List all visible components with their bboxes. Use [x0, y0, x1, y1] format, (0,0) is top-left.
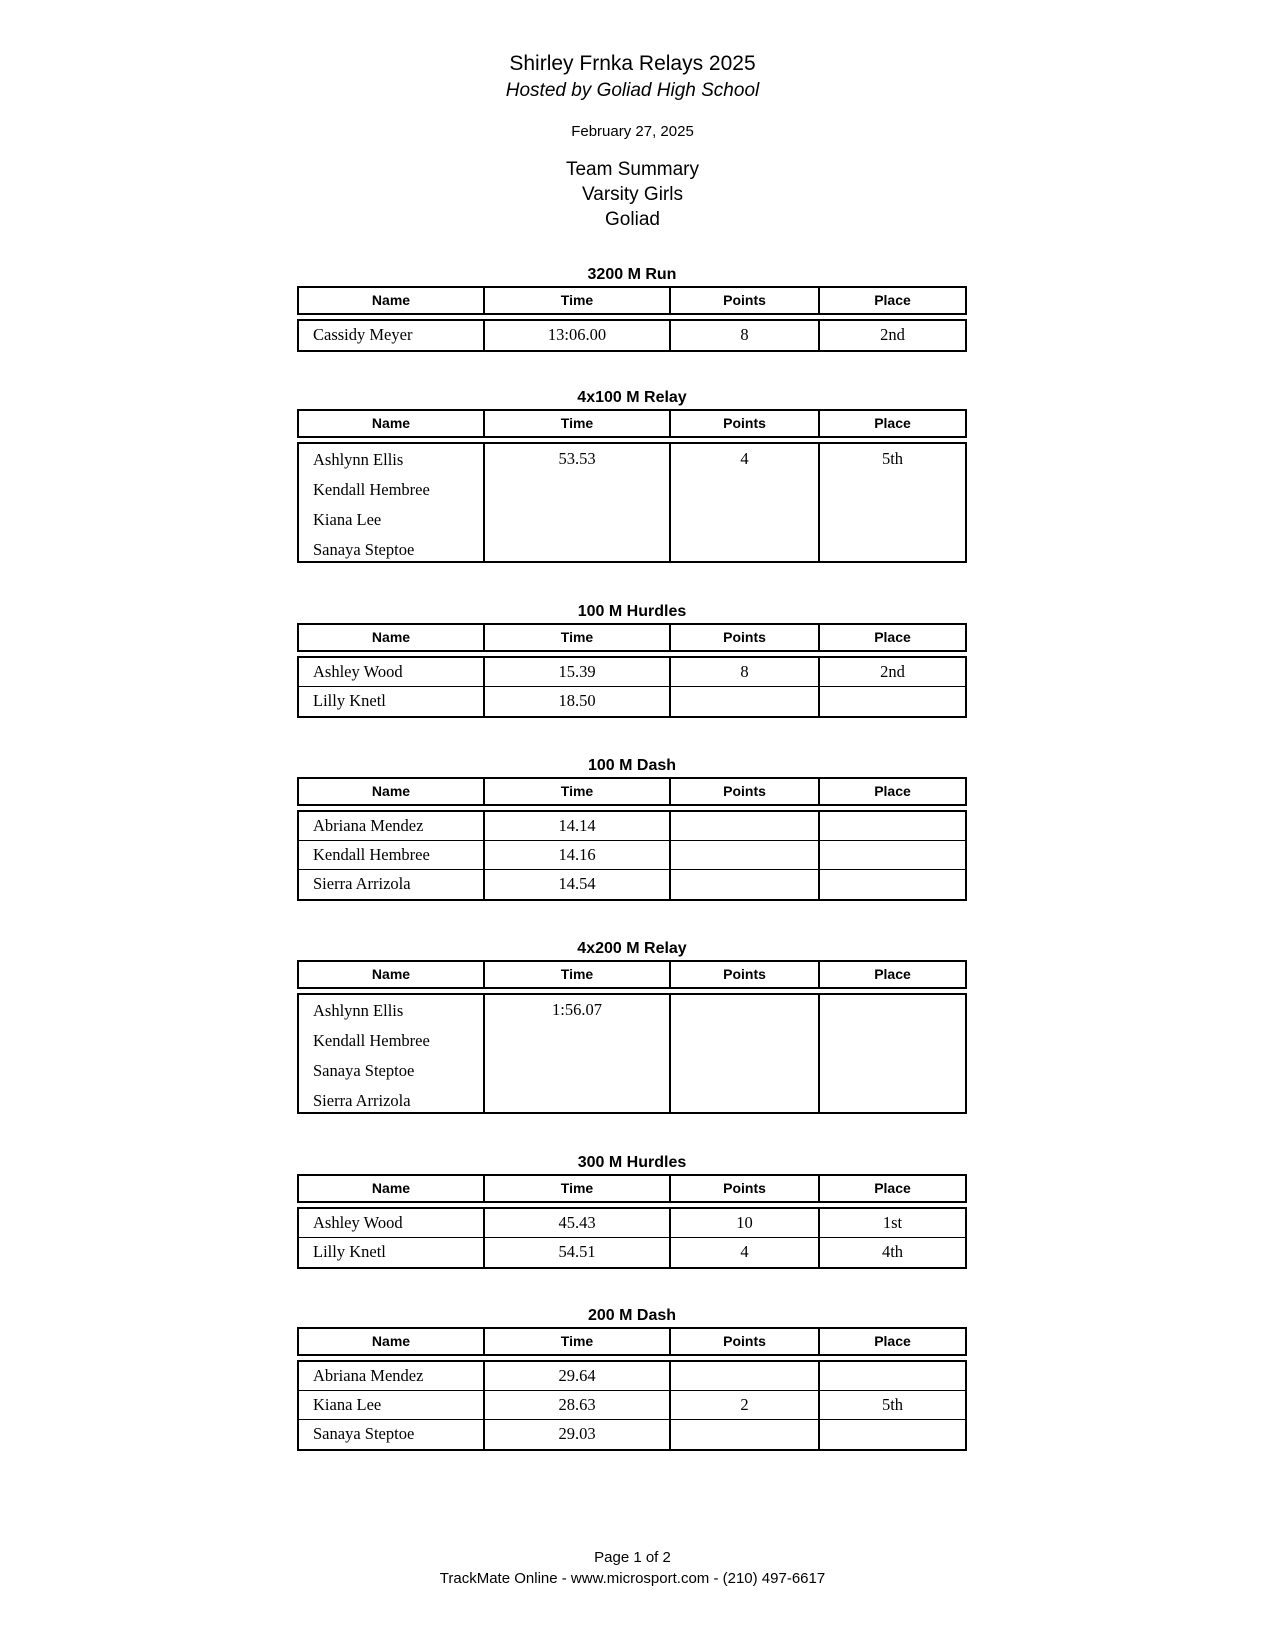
table-body [297, 319, 967, 352]
table-row [299, 841, 965, 870]
cell-place: 2nd [880, 325, 905, 344]
cell-points [671, 870, 820, 899]
cell-place [820, 841, 965, 869]
table-row [299, 1420, 965, 1449]
column-header-points: Points [671, 1176, 820, 1201]
cell-name: Kiana Lee [299, 1391, 485, 1419]
column-header-name: Name [299, 625, 485, 650]
table-body [297, 810, 967, 901]
table-row [299, 1362, 965, 1391]
table-row [299, 870, 965, 899]
event-title: 100 M Dash [587, 757, 677, 774]
relay-member-name: Sierra Arrizola [313, 1091, 411, 1110]
column-header-time: Time [485, 962, 671, 987]
cell-place [820, 1362, 965, 1390]
cell-place: 1st [882, 1213, 903, 1232]
relay-member-name: Ashlynn Ellis [313, 450, 404, 469]
table-header [297, 1327, 967, 1356]
cell-time: 13:06.00 [485, 321, 671, 350]
table-header [297, 960, 967, 989]
cell-points [671, 1420, 820, 1449]
cell-name: Cassidy Meyer [299, 321, 485, 350]
relay-member-name: Kiana Lee [313, 510, 382, 529]
column-header-points: Points [671, 411, 820, 436]
column-header-name: Name [299, 288, 485, 313]
column-header-name: Name [299, 1329, 485, 1354]
column-header-name: Name [299, 962, 485, 987]
relay-member-name: Ashlynn Ellis [313, 1001, 404, 1020]
relay-members [299, 444, 485, 561]
cell-points [671, 1362, 820, 1390]
cell-time: 1:56.07 [485, 995, 671, 1112]
meet-title: Shirley Frnka Relays 2025 [509, 52, 756, 75]
table-row [299, 687, 965, 716]
cell-points: 4 [671, 444, 820, 561]
column-header-place: Place [874, 966, 911, 982]
cell-time: 29.64 [485, 1362, 671, 1390]
cell-points: 10 [671, 1209, 820, 1237]
event-table [297, 387, 967, 563]
column-header-points: Points [671, 779, 820, 804]
event-table [297, 1305, 967, 1451]
column-header-place: Place [874, 292, 911, 308]
column-header-points: Points [671, 1329, 820, 1354]
column-header-place: Place [874, 629, 911, 645]
column-header-place: Place [874, 783, 911, 799]
column-header-name: Name [299, 1176, 485, 1201]
event-table [297, 755, 967, 901]
column-header-place: Place [874, 1180, 911, 1196]
report-type: Team Summary [565, 159, 700, 180]
cell-place [820, 1420, 965, 1449]
team-name: Goliad [605, 209, 660, 230]
column-header-time: Time [485, 625, 671, 650]
cell-time: 18.50 [485, 687, 671, 716]
column-header-time: Time [485, 411, 671, 436]
meet-host: Hosted by Goliad High School [505, 80, 760, 101]
column-header-time: Time [485, 779, 671, 804]
table-header [297, 409, 967, 438]
table-row [299, 1391, 965, 1420]
cell-name: Sanaya Steptoe [299, 1420, 485, 1449]
event-title: 100 M Hurdles [577, 603, 687, 620]
cell-name: Ashley Wood [299, 658, 485, 686]
cell-name: Kendall Hembree [299, 841, 485, 869]
cell-time: 53.53 [485, 444, 671, 561]
cell-points [671, 995, 820, 1112]
cell-time: 15.39 [485, 658, 671, 686]
cell-name: Lilly Knetl [299, 687, 485, 716]
table-header [297, 623, 967, 652]
cell-place [820, 995, 965, 1112]
cell-time: 45.43 [485, 1209, 671, 1237]
relay-member-name: Sanaya Steptoe [313, 1061, 415, 1080]
relay-row [297, 442, 967, 563]
cell-time: 54.51 [485, 1238, 671, 1267]
event-table [297, 1152, 967, 1269]
cell-place: 5th [881, 1395, 904, 1414]
cell-time: 14.54 [485, 870, 671, 899]
cell-place: 2nd [880, 662, 905, 681]
cell-points [671, 687, 820, 716]
event-table [297, 938, 967, 1114]
table-row [299, 1209, 965, 1238]
event-title: 200 M Dash [587, 1307, 677, 1324]
cell-time: 29.03 [485, 1420, 671, 1449]
page-number: Page 1 of 2 [594, 1549, 671, 1566]
cell-place [820, 870, 965, 899]
cell-time: 14.14 [485, 812, 671, 840]
cell-points: 4 [671, 1238, 820, 1267]
column-header-place: Place [874, 415, 911, 431]
relay-row [297, 993, 967, 1114]
table-header [297, 286, 967, 315]
cell-points: 8 [671, 321, 820, 350]
event-table [297, 264, 967, 352]
cell-name: Abriana Mendez [299, 1362, 485, 1390]
cell-name: Abriana Mendez [299, 812, 485, 840]
table-header [297, 777, 967, 806]
cell-time: 14.16 [485, 841, 671, 869]
column-header-time: Time [485, 1329, 671, 1354]
table-row [299, 812, 965, 841]
relay-member-name: Kendall Hembree [313, 480, 430, 499]
column-header-name: Name [299, 411, 485, 436]
meet-date: February 27, 2025 [571, 123, 694, 140]
event-title: 4x100 M Relay [577, 389, 687, 406]
column-header-name: Name [299, 779, 485, 804]
event-title: 4x200 M Relay [577, 940, 687, 957]
column-header-time: Time [485, 1176, 671, 1201]
cell-place: 5th [881, 449, 904, 468]
column-header-place: Place [874, 1333, 911, 1349]
relay-members [299, 995, 485, 1112]
event-title: 300 M Hurdles [577, 1154, 687, 1171]
cell-name: Sierra Arrizola [299, 870, 485, 899]
cell-place: 4th [881, 1242, 904, 1261]
column-header-points: Points [671, 625, 820, 650]
cell-time: 28.63 [485, 1391, 671, 1419]
event-title: 3200 M Run [587, 266, 677, 283]
event-table [297, 601, 967, 718]
relay-member-name: Kendall Hembree [313, 1031, 430, 1050]
table-header [297, 1174, 967, 1203]
division: Varsity Girls [582, 184, 683, 205]
cell-name: Ashley Wood [299, 1209, 485, 1237]
cell-points [671, 841, 820, 869]
column-header-points: Points [671, 288, 820, 313]
column-header-points: Points [671, 962, 820, 987]
table-body [297, 1207, 967, 1269]
footer-credits: TrackMate Online - www.microsport.com - (210) 497-6617 [439, 1570, 826, 1587]
cell-place [820, 687, 965, 716]
table-row [299, 658, 965, 687]
cell-points [671, 812, 820, 840]
cell-place [820, 812, 965, 840]
table-row [299, 321, 965, 350]
relay-member-name: Sanaya Steptoe [313, 540, 415, 559]
cell-points: 8 [671, 658, 820, 686]
column-header-time: Time [485, 288, 671, 313]
table-body [297, 1360, 967, 1451]
table-body [297, 656, 967, 718]
table-row [299, 1238, 965, 1267]
cell-points: 2 [671, 1391, 820, 1419]
cell-name: Lilly Knetl [299, 1238, 485, 1267]
